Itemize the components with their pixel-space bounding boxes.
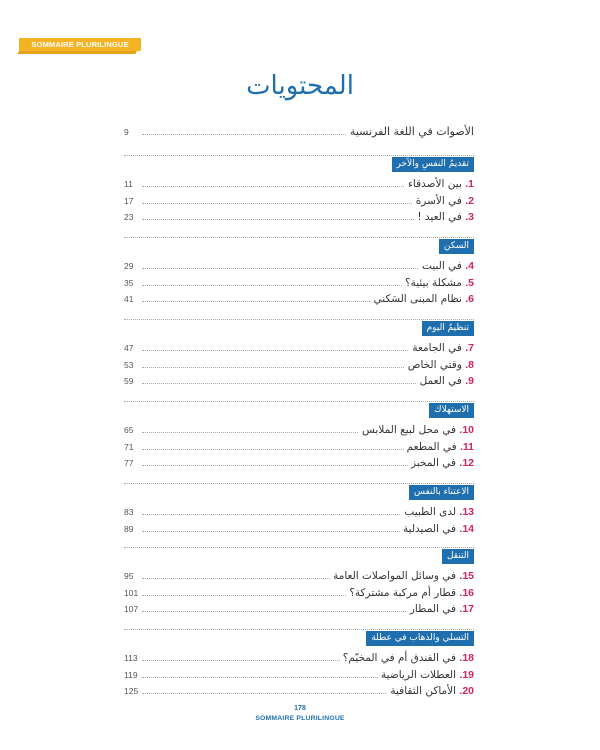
lesson-entry xyxy=(413,193,474,209)
toc-lesson-row[interactable] xyxy=(124,193,474,209)
lesson-title: الأماكن الثقافية xyxy=(390,685,457,697)
lesson-title: وقتي الخاص xyxy=(407,358,462,371)
lesson-title: بين الأصدقاء xyxy=(407,178,462,190)
section-header xyxy=(124,629,474,644)
lesson-number: 16. xyxy=(459,586,474,599)
lesson-number: 9. xyxy=(465,375,474,387)
toc-lesson-row[interactable] xyxy=(124,601,474,617)
section-title: التنقل xyxy=(442,549,474,564)
toc-lesson-row[interactable] xyxy=(124,422,474,438)
page-number: 89 xyxy=(124,523,134,534)
section-header xyxy=(124,319,474,334)
page-number: 11 xyxy=(124,179,133,189)
toc-lesson-row[interactable] xyxy=(124,176,474,192)
lesson-title: مشكلة بيئية؟ xyxy=(405,276,462,289)
toc-lesson-row[interactable] xyxy=(124,650,474,666)
section-header xyxy=(124,483,474,498)
lesson-entry xyxy=(378,667,474,683)
lesson-title: نظام المبنى السَكني xyxy=(373,293,462,305)
lesson-entry xyxy=(401,504,474,520)
lesson-title: في الأسرة xyxy=(415,194,462,207)
page-number: 29 xyxy=(124,261,134,271)
toc-intro-row[interactable] xyxy=(124,124,474,140)
toc-lesson-row[interactable] xyxy=(124,568,474,584)
lesson-title: قطار أم مركبة مشتركة؟ xyxy=(349,586,457,599)
toc-lesson-row[interactable] xyxy=(124,275,474,291)
lesson-number: 11. xyxy=(459,440,474,453)
lesson-title: في الجامعة xyxy=(412,342,462,354)
section-header xyxy=(124,155,474,170)
lesson-number: 6. xyxy=(465,293,474,305)
lesson-number: 14. xyxy=(459,522,474,535)
lesson-entry xyxy=(419,258,474,274)
lesson-title: في العيد ! xyxy=(417,211,462,223)
lesson-entry xyxy=(359,422,474,438)
toc-lesson-row[interactable] xyxy=(124,521,474,537)
page-number: 47 xyxy=(124,343,134,353)
page-number: 23 xyxy=(124,212,134,222)
page-number: 71 xyxy=(124,441,134,452)
lesson-entry xyxy=(400,521,474,537)
lesson-number: 3. xyxy=(465,211,474,223)
lesson-number: 5. xyxy=(465,276,474,289)
lesson-entry xyxy=(404,439,474,455)
lesson-entry xyxy=(409,340,474,356)
lesson-title: العطلات الرياضية xyxy=(381,668,457,681)
page-title: المحتويات xyxy=(246,71,354,101)
lesson-entry xyxy=(408,455,474,471)
section-header xyxy=(124,547,474,562)
page-number: 113 xyxy=(124,653,138,663)
toc-lesson-row[interactable] xyxy=(124,439,474,455)
page-number: 17 xyxy=(124,195,134,206)
lesson-number: 20. xyxy=(459,685,474,697)
page-number: 119 xyxy=(124,669,138,680)
page-number: 101 xyxy=(124,587,139,598)
lesson-number: 19. xyxy=(459,668,474,681)
lesson-title: في البيت xyxy=(422,260,462,272)
section-title: السكن xyxy=(439,239,474,254)
lesson-title: في محل لبيع الملابس xyxy=(362,424,457,436)
page-number: 107 xyxy=(124,604,139,614)
lesson-entry xyxy=(407,601,474,617)
lesson-entry xyxy=(405,357,474,373)
section-title: الاعتناء بالنفس xyxy=(409,485,474,500)
lesson-title: في المطار xyxy=(409,603,457,615)
page-number: 41 xyxy=(124,294,134,304)
toc-lesson-row[interactable] xyxy=(124,667,474,683)
lesson-number: 4. xyxy=(465,260,474,272)
toc-lesson-row[interactable] xyxy=(124,340,474,356)
lesson-entry xyxy=(346,585,474,601)
lesson-title: في الفندق أم في المخيّم؟ xyxy=(342,652,457,664)
lesson-title: في الصيدلية xyxy=(403,522,457,535)
section-title: الاستهلاك xyxy=(429,403,474,418)
page-number: 125 xyxy=(124,686,139,696)
toc-lesson-row[interactable] xyxy=(124,291,474,307)
lesson-entry xyxy=(371,291,475,307)
lesson-title: في المخبز xyxy=(411,457,457,469)
page-number: 95 xyxy=(124,571,134,581)
toc-lesson-row[interactable] xyxy=(124,504,474,520)
lesson-number: 12. xyxy=(459,457,474,469)
page-number: 83 xyxy=(124,507,134,517)
toc-lesson-row[interactable] xyxy=(124,209,474,225)
lesson-number: 7. xyxy=(465,342,474,354)
lesson-number: 10. xyxy=(459,424,474,436)
footer-label: SOMMAIRE PLURILINGUE xyxy=(255,715,345,722)
footer-page-number: 178 xyxy=(294,705,306,712)
page-number: 65 xyxy=(124,425,134,435)
page-number: 53 xyxy=(124,359,134,370)
section-title: تنظيمُ اليوم xyxy=(422,321,474,336)
lesson-title: في العمل xyxy=(419,375,462,387)
page-number: 77 xyxy=(124,458,134,468)
lesson-number: 8. xyxy=(465,358,474,371)
toc-lesson-row[interactable] xyxy=(124,455,474,471)
section-header xyxy=(124,237,474,252)
lesson-number: 1. xyxy=(465,178,474,190)
toc-lesson-row[interactable] xyxy=(124,373,474,389)
lesson-entry xyxy=(340,650,474,666)
lesson-number: 17. xyxy=(459,603,474,615)
lesson-entry xyxy=(402,275,474,291)
page-number: 35 xyxy=(124,277,134,288)
lesson-title: في المطعم xyxy=(406,440,457,453)
page-number: 59 xyxy=(124,376,134,386)
section-title: تقديمُ النفسِ والآخر xyxy=(392,157,475,172)
lesson-entry xyxy=(417,373,474,389)
lesson-entry xyxy=(414,209,474,225)
lesson-entry xyxy=(405,176,474,192)
lesson-title: لدى الطبيب xyxy=(404,506,457,518)
section-header xyxy=(124,401,474,416)
toc-lesson-row[interactable] xyxy=(124,357,474,373)
lesson-title: في وسائل المواصلات العامة xyxy=(333,570,457,582)
toc-lesson-row[interactable] xyxy=(124,683,474,699)
lesson-entry xyxy=(387,683,474,699)
entry-title: الأصوات في اللغة الفرنسية xyxy=(347,124,474,140)
toc-lesson-row[interactable] xyxy=(124,585,474,601)
header-label: SOMMAIRE PLURILINGUE xyxy=(19,38,141,51)
lesson-entry xyxy=(330,568,474,584)
lesson-number: 15. xyxy=(459,570,474,582)
section-title: التسلي والذهاب في عطلة xyxy=(366,631,474,646)
lesson-number: 13. xyxy=(459,506,474,518)
lesson-number: 2. xyxy=(465,194,474,207)
page-number: 9 xyxy=(124,127,129,137)
lesson-number: 18. xyxy=(459,652,474,664)
toc-lesson-row[interactable] xyxy=(124,258,474,274)
